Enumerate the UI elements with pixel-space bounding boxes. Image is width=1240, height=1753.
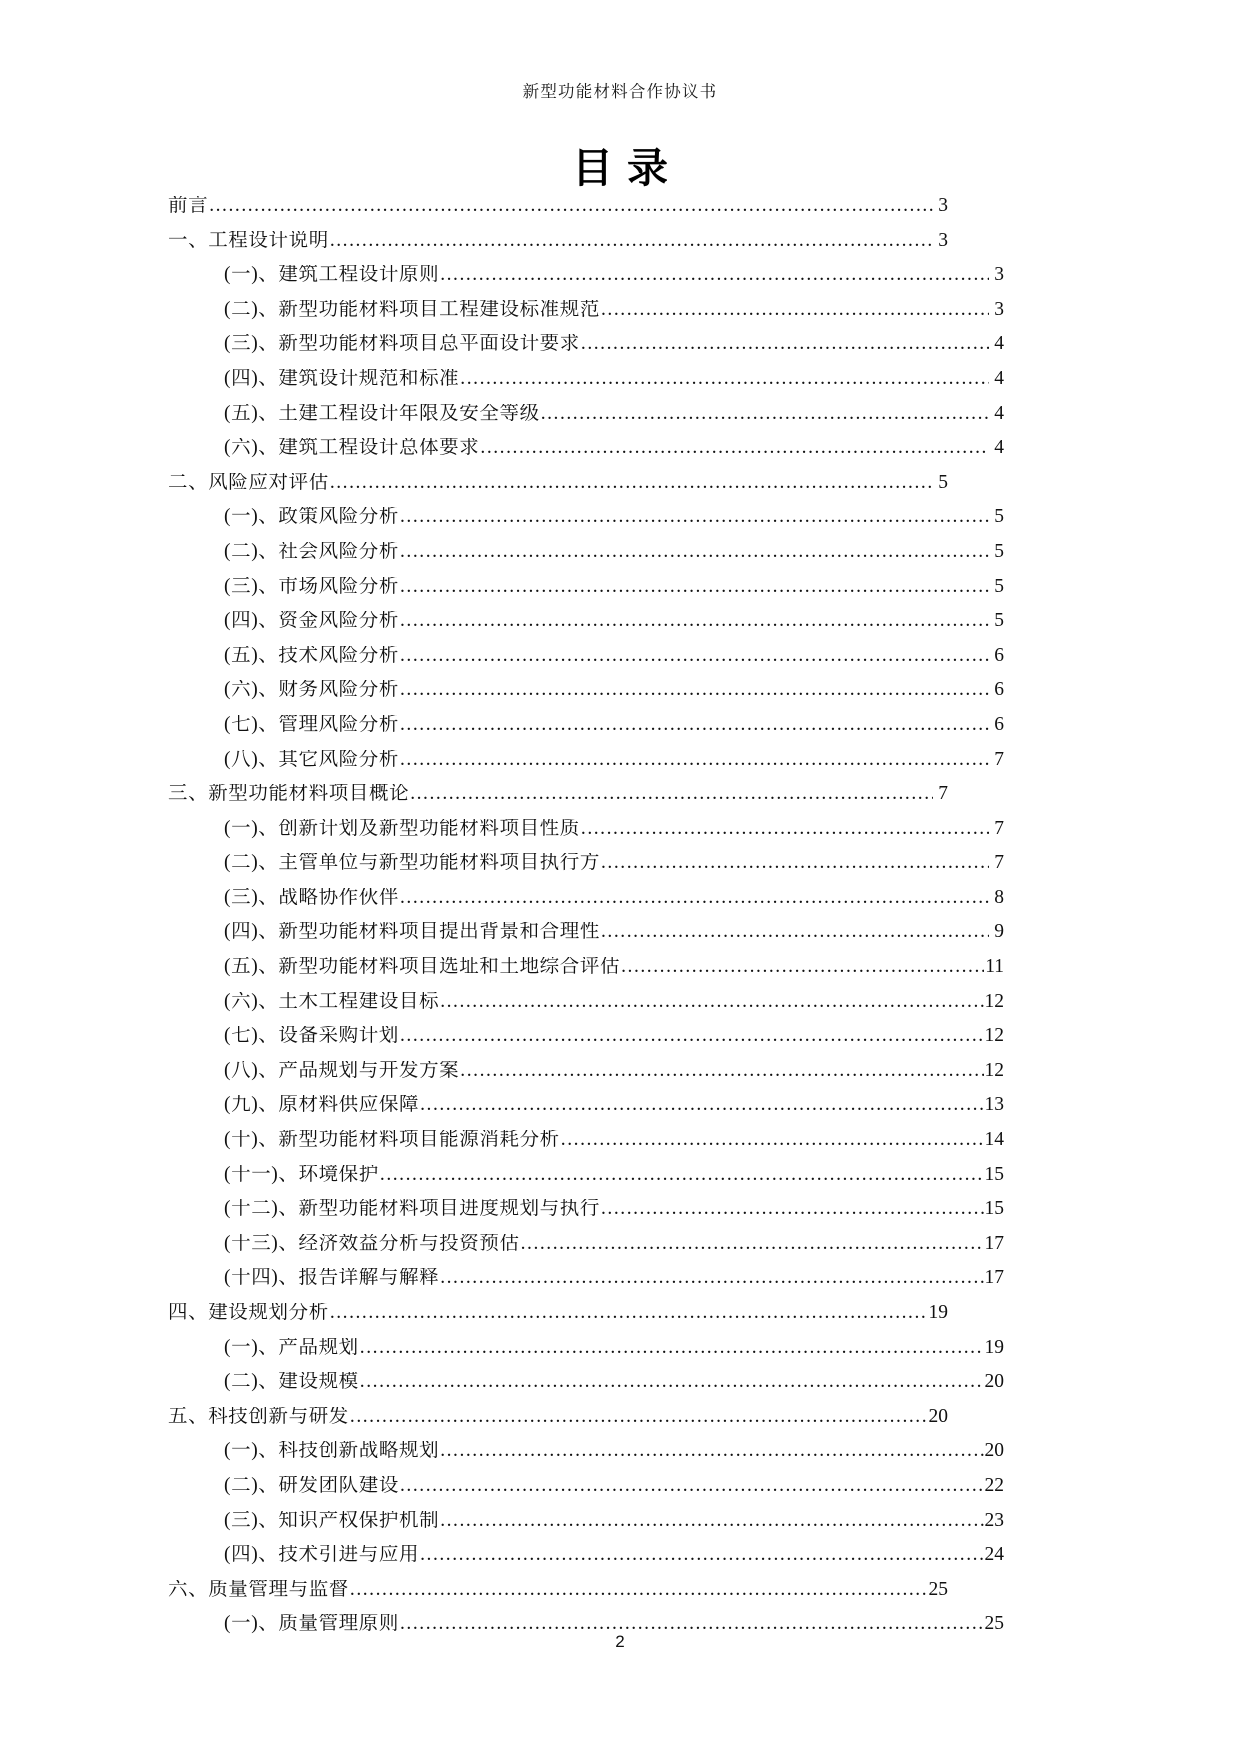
toc-leader-dots (420, 1095, 983, 1115)
toc-leader-dots (460, 369, 989, 389)
toc-entry-page-number: 17 (984, 1233, 1004, 1254)
toc-entry-label: (一)、产品规划 (224, 1337, 359, 1358)
toc-entry-page-number: 19 (928, 1303, 948, 1323)
toc-leader-dots (400, 715, 989, 735)
toc-entry-page-number: 24 (984, 1545, 1004, 1566)
toc-entry[interactable] (168, 1407, 948, 1442)
toc-leader-dots (360, 1338, 984, 1358)
toc-entry-page-number: 3 (938, 230, 948, 251)
toc-entry[interactable] (168, 1061, 1004, 1096)
toc-entry-page-number: 7 (994, 853, 1004, 874)
toc-entry[interactable] (168, 1268, 1004, 1303)
toc-entry-page-number: 3 (994, 265, 1004, 286)
toc-entry[interactable] (168, 784, 948, 819)
toc-entry-label: (三)、市场风险分析 (224, 576, 399, 597)
toc-entry[interactable] (168, 507, 1004, 542)
toc-entry-label: (七)、设备采购计划 (224, 1026, 399, 1047)
toc-leader-dots (209, 196, 933, 216)
toc-leader-dots (460, 1061, 983, 1081)
toc-entry-page-number: 20 (928, 1406, 948, 1427)
toc-entry-label: (五)、土建工程设计年限及安全等级 (224, 403, 540, 424)
toc-entry-page-number: 4 (994, 403, 1004, 424)
toc-leader-dots (541, 404, 989, 424)
toc-entry-page-number: 11 (985, 957, 1004, 978)
toc-leader-dots (601, 922, 989, 942)
toc-entry-page-number: 6 (994, 680, 1004, 701)
toc-entry[interactable] (168, 473, 948, 508)
toc-entry-label: (六)、财务风险分析 (224, 680, 399, 701)
toc-entry-label: 六、质量管理与监督 (168, 1579, 349, 1600)
toc-entry-label: (四)、资金风险分析 (224, 611, 399, 632)
toc-entry[interactable] (168, 438, 1004, 473)
toc-entry[interactable] (168, 922, 1004, 957)
toc-entry-label: (五)、新型功能材料项目选址和土地综合评估 (224, 957, 621, 978)
toc-leader-dots (581, 819, 989, 839)
toc-entry-label: (二)、新型功能材料项目工程建设标准规范 (224, 299, 600, 320)
toc-entry[interactable] (168, 196, 948, 231)
toc-entry-label: (十一)、环境保护 (224, 1164, 379, 1185)
toc-entry[interactable] (168, 404, 1004, 439)
toc-entry-page-number: 17 (984, 1268, 1004, 1289)
toc-entry-page-number: 12 (984, 1060, 1004, 1081)
toc-entry-page-number: 3 (994, 299, 1004, 320)
toc-entry[interactable] (168, 577, 1004, 612)
toc-entry[interactable] (168, 1441, 1004, 1476)
toc-leader-dots (440, 1441, 983, 1461)
toc-entry-label: (一)、创新计划及新型功能材料项目性质 (224, 818, 580, 839)
toc-entry-page-number: 20 (984, 1441, 1004, 1462)
toc-entry[interactable] (168, 750, 1004, 785)
table-of-contents (168, 196, 1004, 1649)
toc-leader-dots (350, 1407, 928, 1427)
toc-entry-label: (二)、建设规模 (224, 1372, 359, 1393)
toc-entry[interactable] (168, 992, 1004, 1027)
toc-entry[interactable] (168, 819, 1004, 854)
toc-entry[interactable] (168, 1165, 1004, 1200)
toc-entry-label: (七)、管理风险分析 (224, 714, 399, 735)
toc-entry[interactable] (168, 369, 1004, 404)
toc-entry-page-number: 5 (994, 576, 1004, 597)
toc-entry-page-number: 20 (984, 1372, 1004, 1393)
toc-entry-label: (三)、知识产权保护机制 (224, 1510, 440, 1531)
toc-leader-dots (400, 1476, 984, 1496)
toc-leader-dots (601, 300, 989, 320)
toc-entry-page-number: 5 (938, 472, 948, 493)
toc-leader-dots (400, 577, 989, 597)
toc-entry[interactable] (168, 542, 1004, 577)
toc-leader-dots (350, 1580, 928, 1600)
toc-entry-page-number: 19 (984, 1337, 1004, 1358)
toc-entry-label: (十四)、报告详解与解释 (224, 1268, 440, 1289)
toc-entry-page-number: 6 (994, 714, 1004, 735)
toc-entry-page-number: 4 (994, 368, 1004, 389)
toc-leader-dots (400, 507, 989, 527)
toc-entry[interactable] (168, 646, 1004, 681)
toc-entry-label: 前言 (168, 196, 209, 216)
toc-entry-label: (九)、原材料供应保障 (224, 1095, 420, 1116)
toc-leader-dots (400, 680, 989, 700)
toc-entry[interactable] (168, 231, 948, 266)
toc-entry[interactable] (168, 1199, 1004, 1234)
toc-entry-label: (一)、科技创新战略规划 (224, 1441, 440, 1462)
page-title: 目录 (572, 145, 682, 191)
toc-entry-label: (十二)、新型功能材料项目进度规划与执行 (224, 1199, 600, 1220)
toc-entry[interactable] (168, 1545, 1004, 1580)
toc-leader-dots (621, 957, 984, 977)
toc-entry-page-number: 15 (984, 1199, 1004, 1220)
toc-entry-page-number: 5 (994, 507, 1004, 528)
toc-entry-label: (一)、建筑工程设计原则 (224, 265, 440, 286)
toc-entry[interactable] (168, 680, 1004, 715)
running-header: 新型功能材料合作协议书 (522, 82, 718, 101)
toc-entry[interactable] (168, 1130, 1004, 1165)
toc-entry[interactable] (168, 334, 1004, 369)
toc-entry-label: 二、风险应对评估 (168, 472, 329, 493)
toc-entry-label: (二)、研发团队建设 (224, 1475, 399, 1496)
toc-leader-dots (601, 1199, 984, 1219)
toc-entry-label: (八)、其它风险分析 (224, 749, 399, 770)
toc-entry-label: (六)、建筑工程设计总体要求 (224, 438, 480, 459)
toc-entry[interactable] (168, 265, 1004, 300)
toc-entry-page-number: 23 (984, 1510, 1004, 1531)
toc-entry-page-number: 8 (994, 887, 1004, 908)
toc-leader-dots (400, 750, 989, 770)
toc-entry-page-number: 12 (984, 991, 1004, 1012)
toc-entry-page-number: 13 (984, 1095, 1004, 1116)
toc-entry-label: (二)、主管单位与新型功能材料项目执行方 (224, 853, 600, 874)
toc-entry-page-number: 14 (984, 1130, 1004, 1151)
footer-page-number: 2 (615, 1632, 625, 1651)
toc-leader-dots (330, 473, 933, 493)
toc-entry-label: 三、新型功能材料项目概论 (168, 784, 410, 805)
toc-leader-dots (410, 784, 933, 804)
toc-entry[interactable] (168, 1476, 1004, 1511)
toc-entry-label: (四)、技术引进与应用 (224, 1545, 420, 1566)
toc-entry-label: (一)、质量管理原则 (224, 1614, 399, 1635)
toc-entry-page-number: 9 (994, 922, 1004, 943)
toc-entry-label: 五、科技创新与研发 (168, 1406, 349, 1427)
toc-entry-label: (四)、新型功能材料项目提出背景和合理性 (224, 922, 600, 943)
toc-leader-dots (581, 334, 989, 354)
toc-entry-page-number: 7 (994, 749, 1004, 770)
toc-leader-dots (400, 611, 989, 631)
toc-leader-dots (420, 1545, 983, 1565)
toc-entry-page-number: 5 (994, 611, 1004, 632)
toc-entry[interactable] (168, 1511, 1004, 1546)
toc-entry-page-number: 7 (938, 784, 948, 805)
toc-entry[interactable] (168, 1338, 1004, 1373)
toc-entry[interactable] (168, 1372, 1004, 1407)
toc-leader-dots (601, 853, 989, 873)
toc-entry[interactable] (168, 300, 1004, 335)
toc-entry[interactable] (168, 611, 1004, 646)
toc-entry[interactable] (168, 1026, 1004, 1061)
toc-entry[interactable] (168, 957, 1004, 992)
toc-leader-dots (330, 1303, 928, 1323)
toc-entry-label: (四)、建筑设计规范和标准 (224, 368, 460, 389)
toc-entry-label: (二)、社会风险分析 (224, 541, 399, 562)
toc-entry-page-number: 22 (984, 1475, 1004, 1496)
toc-leader-dots (400, 888, 989, 908)
toc-entry-label: 一、工程设计说明 (168, 230, 329, 251)
toc-leader-dots (480, 438, 989, 458)
toc-entry-page-number: 4 (994, 334, 1004, 355)
toc-entry-label: (十)、新型功能材料项目能源消耗分析 (224, 1130, 560, 1151)
toc-entry[interactable] (168, 1303, 948, 1338)
toc-leader-dots (400, 1026, 984, 1046)
toc-leader-dots (521, 1234, 984, 1254)
toc-entry-page-number: 25 (984, 1614, 1004, 1635)
toc-leader-dots (330, 231, 933, 251)
toc-entry-label: (十三)、经济效益分析与投资预估 (224, 1233, 520, 1254)
toc-entry-page-number: 3 (938, 196, 948, 216)
toc-leader-dots (360, 1372, 984, 1392)
toc-entry-label: (一)、政策风险分析 (224, 507, 399, 528)
toc-entry-page-number: 15 (984, 1164, 1004, 1185)
toc-entry[interactable] (168, 1095, 1004, 1130)
toc-leader-dots (400, 646, 989, 666)
toc-leader-dots (380, 1165, 984, 1185)
toc-entry-page-number: 6 (994, 645, 1004, 666)
toc-leader-dots (440, 265, 989, 285)
toc-entry-page-number: 4 (994, 438, 1004, 459)
toc-entry[interactable] (168, 715, 1004, 750)
toc-leader-dots (400, 1614, 984, 1634)
toc-entry[interactable] (168, 853, 1004, 888)
toc-entry-page-number: 5 (994, 541, 1004, 562)
toc-leader-dots (400, 542, 989, 562)
toc-entry-label: (五)、技术风险分析 (224, 645, 399, 666)
toc-entry-label: (三)、新型功能材料项目总平面设计要求 (224, 334, 580, 355)
toc-entry-label: 四、建设规划分析 (168, 1303, 329, 1323)
toc-leader-dots (440, 1511, 983, 1531)
toc-entry[interactable] (168, 1580, 948, 1615)
toc-entry[interactable] (168, 888, 1004, 923)
toc-leader-dots (440, 992, 983, 1012)
toc-entry-label: (三)、战略协作伙伴 (224, 887, 399, 908)
toc-entry-label: (八)、产品规划与开发方案 (224, 1060, 460, 1081)
toc-entry-page-number: 25 (928, 1579, 948, 1600)
toc-entry-page-number: 7 (994, 818, 1004, 839)
toc-entry[interactable] (168, 1234, 1004, 1269)
toc-entry-page-number: 12 (984, 1026, 1004, 1047)
toc-leader-dots (561, 1130, 984, 1150)
toc-leader-dots (440, 1268, 983, 1288)
toc-entry-label: (六)、土木工程建设目标 (224, 991, 440, 1012)
